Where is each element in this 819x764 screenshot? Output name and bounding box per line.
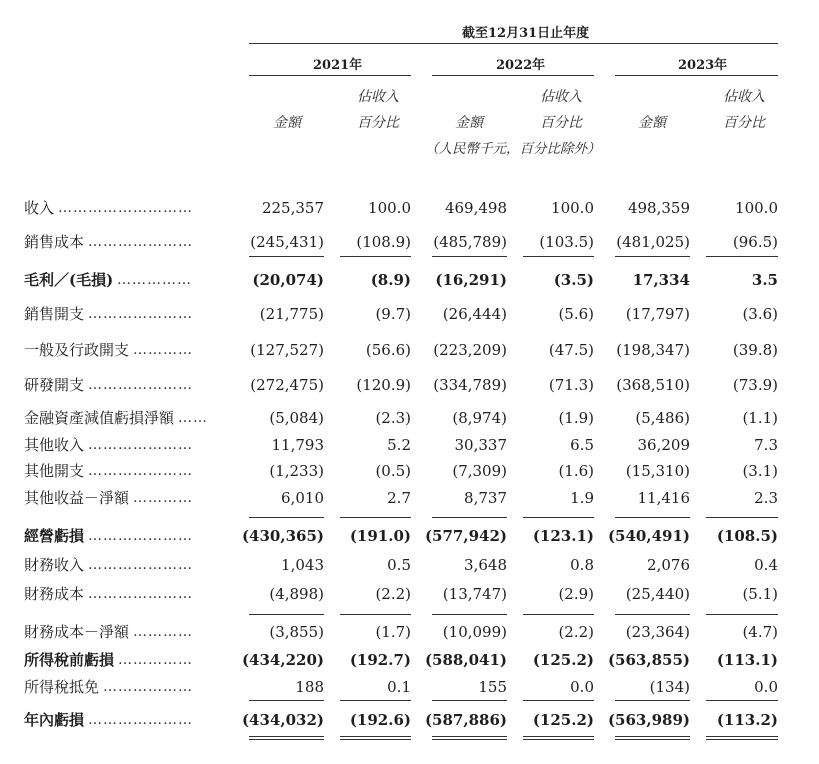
row-value: (2.2) xyxy=(375,585,411,603)
leader-dots: ………………… xyxy=(88,234,193,250)
pct-header-2022-line1: 佔收入 xyxy=(540,89,582,105)
row-value: (368,510) xyxy=(616,376,690,394)
row-value: (192.6) xyxy=(349,711,411,729)
rule-loss-2021-amt xyxy=(249,736,324,737)
leader-dots: ………………… xyxy=(88,377,193,393)
row-value: 2,076 xyxy=(647,556,690,574)
rule-loss-2022-pct-double xyxy=(523,739,594,740)
table-row xyxy=(0,406,819,430)
leader-dots: ………………… xyxy=(88,463,193,479)
rule-cost-2021-amt xyxy=(249,256,324,257)
row-value: (577,942) xyxy=(424,527,507,545)
row-value: (5.1) xyxy=(742,585,778,603)
row-value: (2.2) xyxy=(558,623,594,641)
row-value: 188 xyxy=(295,678,324,696)
leader-dots: ………… xyxy=(133,342,193,358)
row-value: 8,737 xyxy=(464,489,507,507)
row-value: (16,291) xyxy=(435,271,507,289)
row-value: 0.1 xyxy=(387,678,411,696)
row-value: (2.9) xyxy=(558,585,594,603)
row-value: 2.7 xyxy=(387,489,411,507)
row-value: (56.6) xyxy=(365,341,411,359)
row-value: (8,974) xyxy=(452,409,507,427)
row-value: (588,041) xyxy=(424,651,507,669)
row-value: (1.7) xyxy=(375,623,411,641)
pct-header-2023-line2: 百分比 xyxy=(723,115,765,131)
year-2022: 2022年 xyxy=(496,58,546,73)
row-value: (26,444) xyxy=(442,305,507,323)
year-rule-2023 xyxy=(615,75,778,76)
row-value: 36,209 xyxy=(637,436,690,454)
row-value: (120.9) xyxy=(356,376,411,394)
row-value: 0.4 xyxy=(754,556,778,574)
row-value: 155 xyxy=(478,678,507,696)
row-value: (103.5) xyxy=(539,233,594,251)
table-row xyxy=(0,230,819,254)
row-value: 6,010 xyxy=(281,489,324,507)
row-value: 469,498 xyxy=(444,199,507,217)
row-value: (8.9) xyxy=(370,271,411,289)
row-value: (4.7) xyxy=(742,623,778,641)
row-value: (23,364) xyxy=(625,623,690,641)
row-value: (125.2) xyxy=(532,711,594,729)
rule-other-2021-amt xyxy=(249,517,324,518)
year-rule-2021 xyxy=(249,75,411,76)
rule-fin-2022-pct xyxy=(523,614,594,615)
rule-loss-2023-amt-double xyxy=(615,739,690,740)
row-value: 0.8 xyxy=(570,556,594,574)
row-value: 1.9 xyxy=(570,489,594,507)
row-value: (1.9) xyxy=(558,409,594,427)
row-value: (21,775) xyxy=(259,305,324,323)
row-value: (9.7) xyxy=(375,305,411,323)
table-row xyxy=(0,459,819,483)
leader-dots: ………………… xyxy=(88,306,193,322)
table-row xyxy=(0,338,819,362)
row-value: (2.3) xyxy=(375,409,411,427)
row-value: (108.9) xyxy=(356,233,411,251)
row-value: 3.5 xyxy=(751,271,778,289)
row-value: (1.6) xyxy=(558,462,594,480)
rule-other-2023-pct xyxy=(706,517,778,518)
rule-loss-2021-amt-double xyxy=(249,739,324,740)
rule-tax-2021-amt xyxy=(249,700,324,701)
row-value: (434,032) xyxy=(241,711,324,729)
row-value: 100.0 xyxy=(368,199,411,217)
row-label: 經營虧損 xyxy=(24,527,85,545)
row-value: 100.0 xyxy=(735,199,778,217)
row-label: 財務成本 xyxy=(24,585,85,603)
row-value: (71.3) xyxy=(548,376,594,394)
table-row xyxy=(0,302,819,326)
header-rule xyxy=(249,43,778,44)
row-value: (47.5) xyxy=(548,341,594,359)
amount-header-2023: 金額 xyxy=(638,115,666,131)
row-value: (0.5) xyxy=(375,462,411,480)
rule-fin-2022-amt xyxy=(432,614,507,615)
row-value: 3,648 xyxy=(464,556,507,574)
row-value: (481,025) xyxy=(616,233,690,251)
table-row xyxy=(0,486,819,510)
row-value: 2.3 xyxy=(754,489,778,507)
row-value: (430,365) xyxy=(241,527,324,545)
leader-dots: …… xyxy=(178,410,208,426)
row-value: (5.6) xyxy=(558,305,594,323)
row-value: (5,084) xyxy=(269,409,324,427)
rule-loss-2023-pct xyxy=(706,736,778,737)
rule-other-2021-pct xyxy=(340,517,411,518)
row-value: 30,337 xyxy=(454,436,507,454)
table-row xyxy=(0,648,819,672)
row-value: (3.5) xyxy=(553,271,594,289)
row-value: 0.0 xyxy=(754,678,778,696)
row-label: 研發開支 xyxy=(24,376,85,394)
table-row xyxy=(0,373,819,397)
row-value: (563,989) xyxy=(607,711,690,729)
amount-header-2022: 金額 xyxy=(455,115,483,131)
rule-loss-2023-amt xyxy=(615,736,690,737)
row-value: (125.2) xyxy=(532,651,594,669)
row-value: 498,359 xyxy=(627,199,690,217)
amount-header-2021: 金額 xyxy=(273,115,301,131)
pct-header-2023-line1: 佔收入 xyxy=(723,89,765,105)
row-value: (20,074) xyxy=(252,271,324,289)
row-label: 其他收益－淨額 xyxy=(24,489,130,507)
row-value: (10,099) xyxy=(442,623,507,641)
rule-tax-2022-amt xyxy=(432,700,507,701)
row-value: (108.5) xyxy=(716,527,778,545)
row-label: 金融資產減值虧損淨額 xyxy=(24,409,175,427)
table-row xyxy=(0,524,819,548)
row-value: (245,431) xyxy=(250,233,324,251)
rule-fin-2023-amt xyxy=(615,614,690,615)
row-label: 銷售開支 xyxy=(24,305,85,323)
rule-loss-2022-amt-double xyxy=(432,739,507,740)
rule-other-2022-pct xyxy=(523,517,594,518)
year-2021: 2021年 xyxy=(313,58,363,73)
pct-header-2022-line2: 百分比 xyxy=(540,115,582,131)
row-value: (223,209) xyxy=(433,341,507,359)
rule-cost-2021-pct xyxy=(340,256,411,257)
row-label: 所得稅前虧損 xyxy=(24,651,115,669)
row-value: 11,416 xyxy=(637,489,690,507)
row-value: (17,797) xyxy=(625,305,690,323)
table-row xyxy=(0,620,819,644)
row-value: (3.6) xyxy=(742,305,778,323)
rule-cost-2023-amt xyxy=(615,256,690,257)
row-label: 其他開支 xyxy=(24,462,85,480)
row-value: (485,789) xyxy=(433,233,507,251)
rule-cost-2022-amt xyxy=(432,256,507,257)
table-row xyxy=(0,196,819,220)
row-value: 0.5 xyxy=(387,556,411,574)
rule-cost-2022-pct xyxy=(523,256,594,257)
row-value: (1,233) xyxy=(269,462,324,480)
leader-dots: ………………… xyxy=(88,712,193,728)
row-value: (7,309) xyxy=(452,462,507,480)
rule-fin-2021-pct xyxy=(340,614,411,615)
row-label: 財務成本－淨額 xyxy=(24,623,130,641)
rule-loss-2023-pct-double xyxy=(706,739,778,740)
row-value: 225,357 xyxy=(261,199,324,217)
rule-tax-2022-pct xyxy=(523,700,594,701)
row-label: 收入 xyxy=(24,199,55,217)
row-value: 11,793 xyxy=(271,436,324,454)
rule-other-2023-amt xyxy=(615,517,690,518)
leader-dots: ………… xyxy=(133,624,193,640)
row-value: (434,220) xyxy=(241,651,324,669)
row-value: (13,747) xyxy=(442,585,507,603)
rule-cost-2023-pct xyxy=(706,256,778,257)
row-label: 銷售成本 xyxy=(24,233,85,251)
row-value: 0.0 xyxy=(570,678,594,696)
row-value: (127,527) xyxy=(250,341,324,359)
unit-note: （人民幣千元，百分比除外） xyxy=(425,141,601,157)
row-value: (3,855) xyxy=(269,623,324,641)
row-value: (540,491) xyxy=(607,527,690,545)
year-2023: 2023年 xyxy=(678,58,728,73)
row-value: 100.0 xyxy=(551,199,594,217)
table-row xyxy=(0,582,819,606)
row-value: (4,898) xyxy=(269,585,324,603)
table-row xyxy=(0,675,819,699)
row-value: 17,334 xyxy=(632,271,690,289)
table-row xyxy=(0,268,819,292)
pct-header-2021-line1: 佔收入 xyxy=(357,89,399,105)
leader-dots: …………… xyxy=(117,272,192,288)
row-value: (587,886) xyxy=(424,711,507,729)
rule-loss-2021-pct xyxy=(340,736,411,737)
table-row xyxy=(0,553,819,577)
rule-tax-2021-pct xyxy=(340,700,411,701)
rule-loss-2022-pct xyxy=(523,736,594,737)
row-value: 5.2 xyxy=(387,436,411,454)
leader-dots: ………… xyxy=(133,490,193,506)
rule-tax-2023-pct xyxy=(706,700,778,701)
row-value: (15,310) xyxy=(625,462,690,480)
leader-dots: …………… xyxy=(118,652,193,668)
row-value: (96.5) xyxy=(732,233,778,251)
row-label: 財務收入 xyxy=(24,556,85,574)
row-value: (73.9) xyxy=(732,376,778,394)
row-value: (134) xyxy=(649,678,690,696)
row-value: (191.0) xyxy=(349,527,411,545)
table-row xyxy=(0,708,819,732)
pct-header-2021-line2: 百分比 xyxy=(357,115,399,131)
period-title: 截至12月31日止年度 xyxy=(462,26,590,41)
rule-loss-2022-amt xyxy=(432,736,507,737)
leader-dots: ……………………… xyxy=(58,200,193,216)
leader-dots: ………………… xyxy=(88,586,193,602)
row-value: (123.1) xyxy=(532,527,594,545)
row-value: (272,475) xyxy=(250,376,324,394)
rule-tax-2023-amt xyxy=(615,700,690,701)
leader-dots: ……………… xyxy=(103,679,193,695)
row-value: (39.8) xyxy=(732,341,778,359)
rule-fin-2021-amt xyxy=(249,614,324,615)
rule-loss-2021-pct-double xyxy=(340,739,411,740)
row-value: (563,855) xyxy=(607,651,690,669)
row-label: 毛利／(毛損) xyxy=(24,271,114,289)
rule-fin-2023-pct xyxy=(706,614,778,615)
row-value: (25,440) xyxy=(625,585,690,603)
leader-dots: ………………… xyxy=(88,528,193,544)
row-value: (192.7) xyxy=(349,651,411,669)
rule-other-2022-amt xyxy=(432,517,507,518)
leader-dots: ………………… xyxy=(88,437,193,453)
row-value: (1.1) xyxy=(742,409,778,427)
row-value: 7.3 xyxy=(754,436,778,454)
row-label: 年內虧損 xyxy=(24,711,85,729)
row-value: (3.1) xyxy=(742,462,778,480)
row-value: 6.5 xyxy=(570,436,594,454)
row-value: 1,043 xyxy=(281,556,324,574)
row-value: (113.1) xyxy=(716,651,778,669)
row-label: 其他收入 xyxy=(24,436,85,454)
leader-dots: ………………… xyxy=(88,557,193,573)
row-label: 所得稅抵免 xyxy=(24,678,100,696)
year-rule-2022 xyxy=(432,75,594,76)
row-value: (334,789) xyxy=(433,376,507,394)
table-row xyxy=(0,433,819,457)
row-value: (198,347) xyxy=(616,341,690,359)
row-value: (5,486) xyxy=(635,409,690,427)
row-value: (113.2) xyxy=(716,711,778,729)
row-label: 一般及行政開支 xyxy=(24,341,130,359)
